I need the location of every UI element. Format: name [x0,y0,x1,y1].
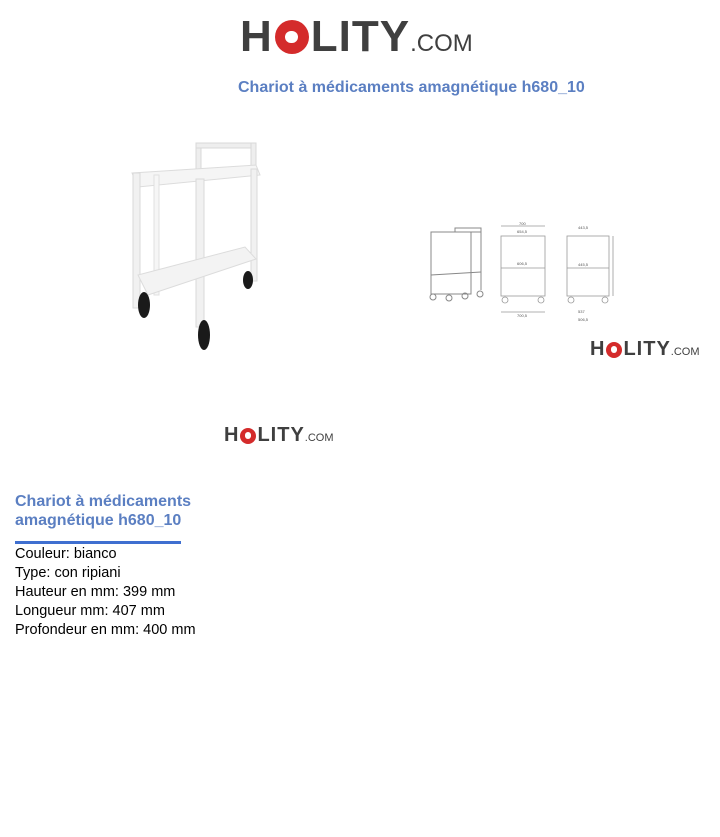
logo-letter-h: H [224,424,240,446]
logo-letter-h: H [240,12,273,61]
heading-divider [15,541,181,544]
page-title: Chariot à médicaments amagnétique h680_10 [238,79,585,96]
logo-o-icon [240,428,256,444]
drawing-side-view [567,236,613,303]
drawing-label: 537 [578,309,585,314]
logo-domain: .COM [670,346,700,358]
site-logo[interactable] [240,12,473,62]
product-photo[interactable] [120,135,270,360]
logo-domain: .COM [410,30,473,57]
logo-letter-h: H [590,338,606,360]
drawing-label: 506,5 [578,317,589,322]
drawing-label: 654,5 [517,229,528,234]
spec-length: Longueur mm: 407 mm [15,603,165,619]
technical-drawing[interactable] [425,220,615,325]
drawing-watermark-logo [590,338,700,361]
spec-list [15,545,196,640]
spec-depth: Profondeur en mm: 400 mm [15,622,196,638]
spec-color: Couleur: bianco [15,546,117,562]
product-heading: Chariot à médicaments amagnétique h680_10 [15,493,192,529]
logo-letters: LITY [623,338,671,360]
spec-height: Hauteur en mm: 399 mm [15,584,176,600]
drawing-iso-view [430,228,483,301]
logo-letters: LITY [310,12,411,61]
logo-domain: .COM [304,432,334,444]
drawing-label: 700,5 [517,313,528,318]
drawing-label: 700 [519,221,526,226]
logo-o-icon [606,342,622,358]
drawing-label: 445,5 [578,262,589,267]
spec-type: Type: con ripiani [15,565,121,581]
logo-letters: LITY [257,424,305,446]
photo-watermark-logo [224,424,334,447]
drawing-label: 606,5 [517,261,528,266]
drawing-label: 443,5 [578,225,589,230]
logo-o-icon [275,20,309,54]
drawing-front-view [501,226,545,312]
